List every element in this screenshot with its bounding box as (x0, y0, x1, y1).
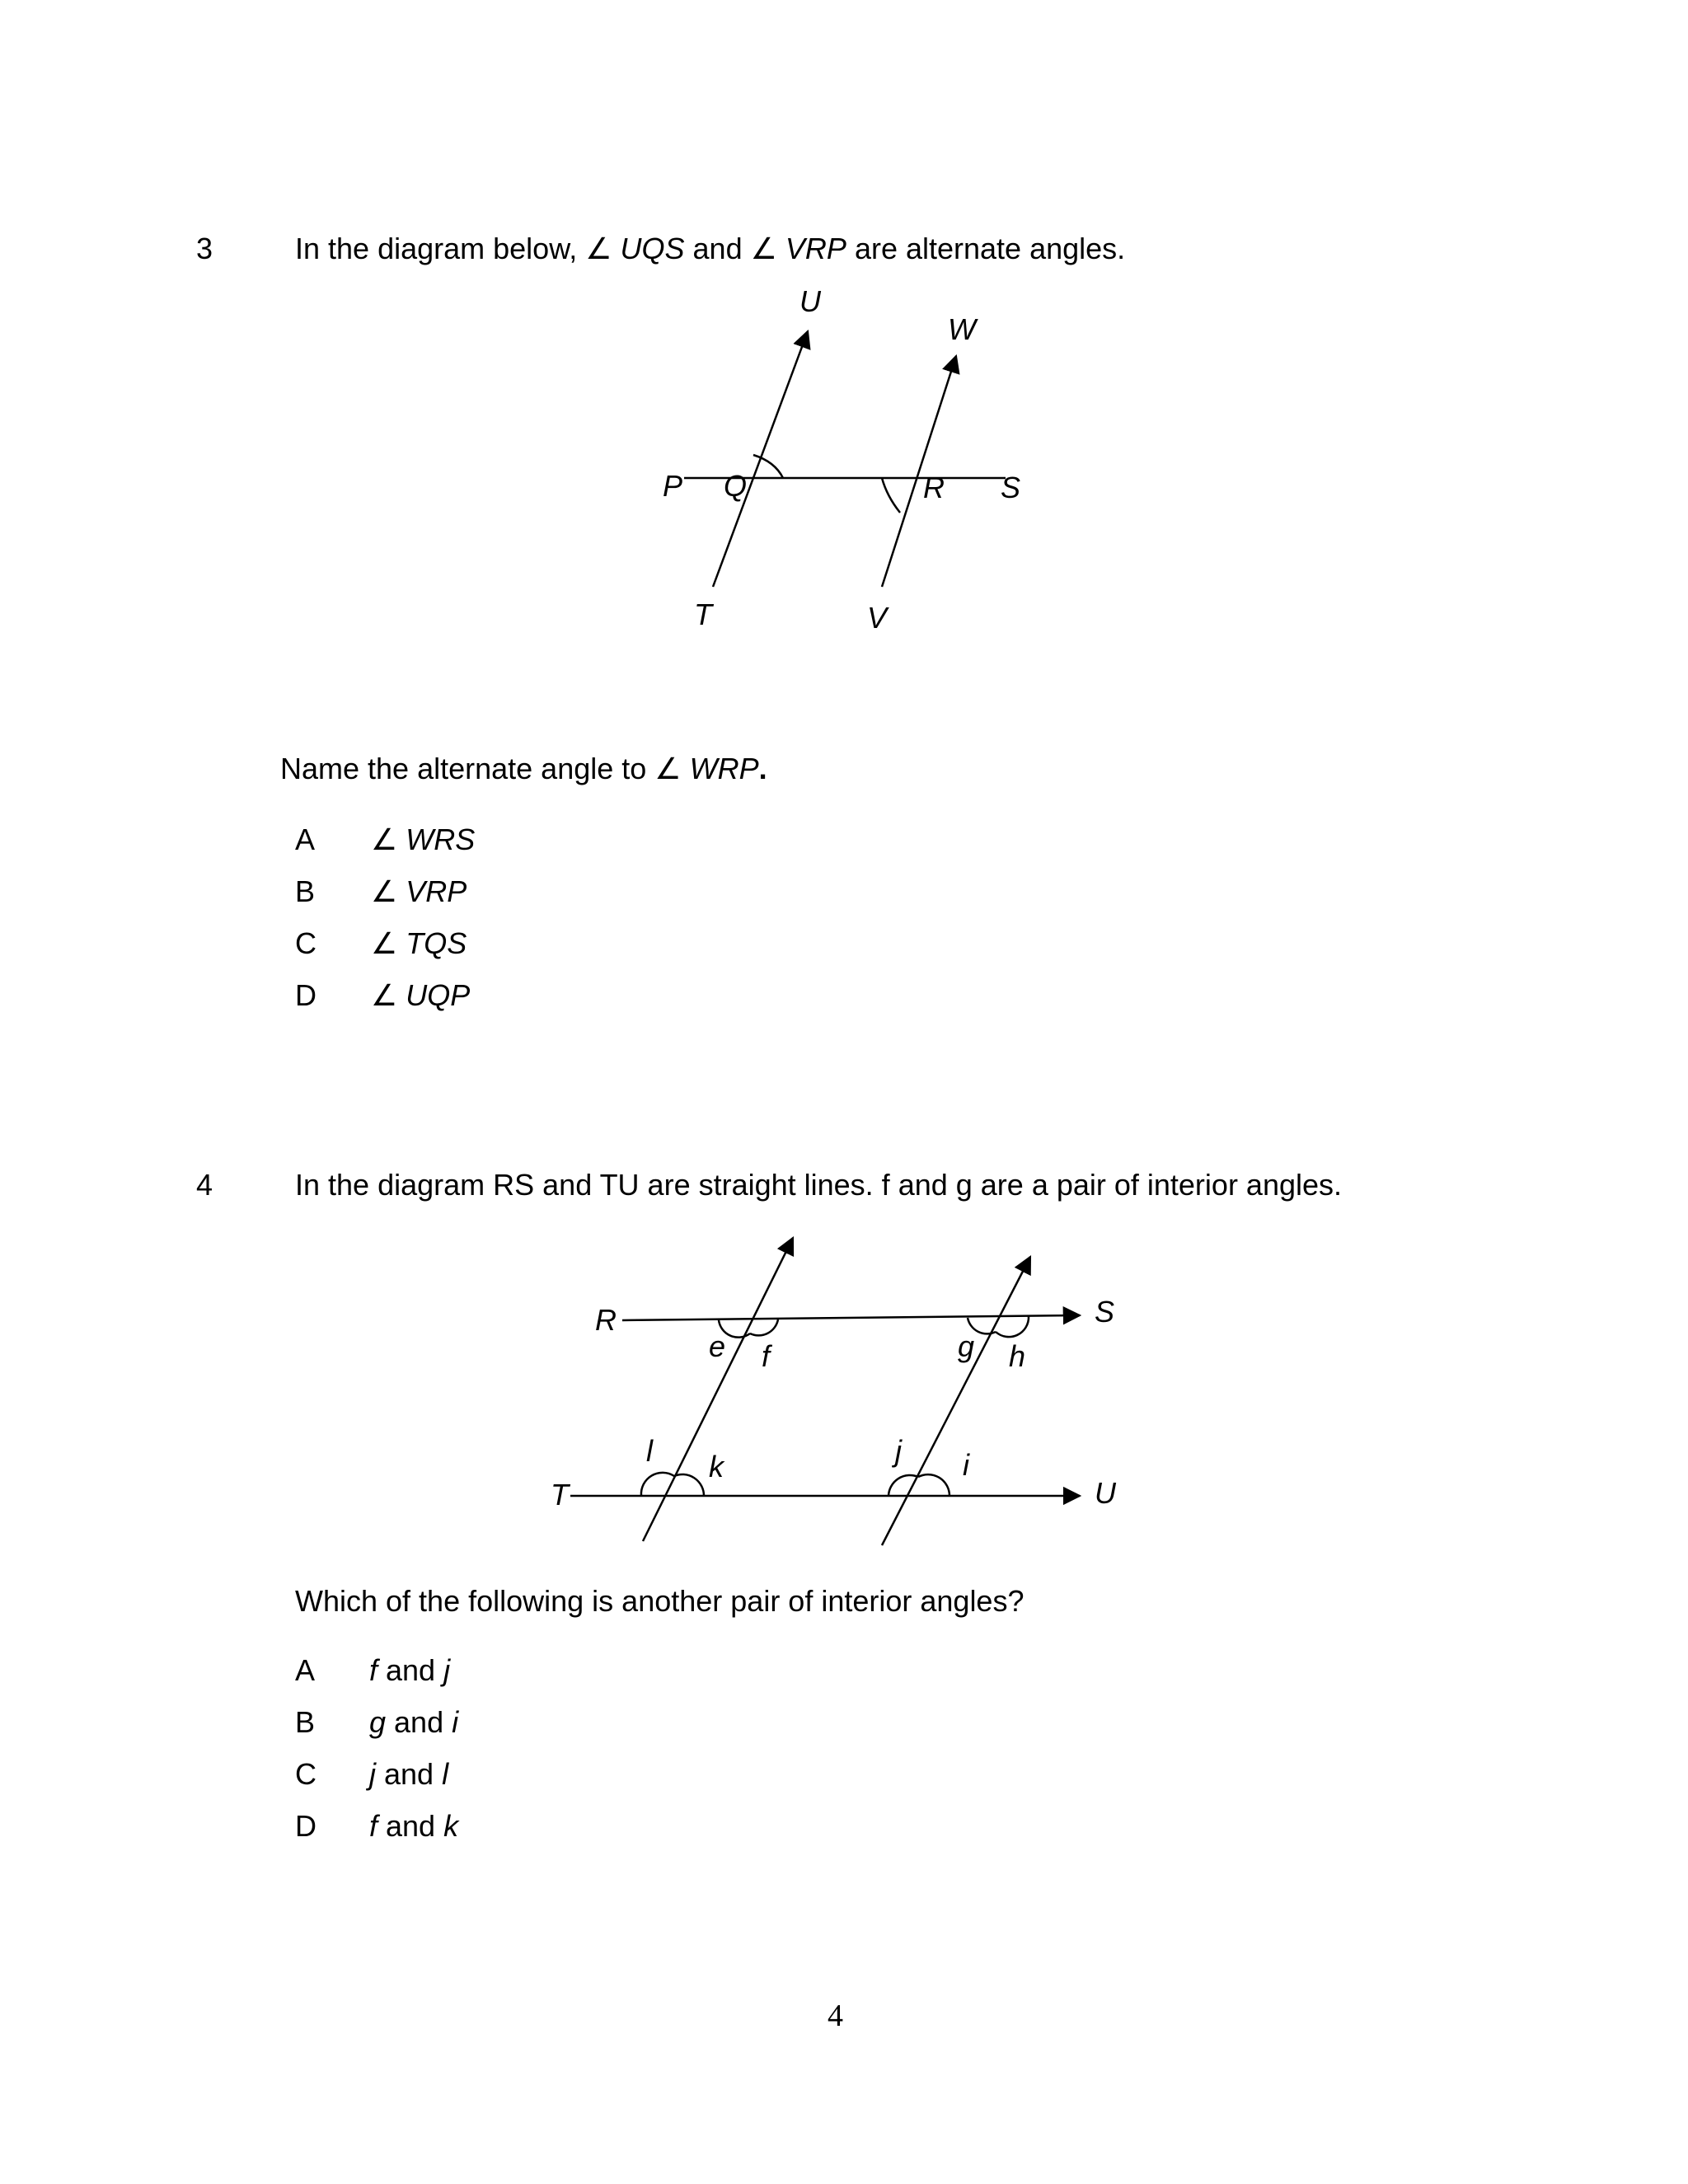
question-4-number: 4 (196, 1168, 213, 1202)
option-letter[interactable]: A (295, 1653, 316, 1687)
option-letter[interactable]: D (295, 1809, 316, 1843)
option-letter[interactable]: B (295, 1705, 316, 1739)
angle-symbol: ∠ (654, 752, 682, 785)
label-h: h (1009, 1339, 1026, 1373)
label-s: S (1001, 471, 1021, 504)
question-3-diagram (643, 280, 1071, 643)
angle-arc-vrp (882, 478, 900, 513)
label-w: W (948, 312, 976, 346)
question-3-prompt (280, 752, 767, 786)
option-c-text[interactable]: j and l (369, 1757, 449, 1791)
option-b-text[interactable]: ∠ VRP (371, 874, 467, 908)
label-q: Q (724, 469, 748, 503)
option-c-text[interactable]: ∠ TQS (371, 926, 467, 960)
label-i: i (963, 1448, 969, 1482)
transversal-right (882, 1257, 1030, 1545)
label-t: T (551, 1478, 569, 1511)
prompt-text: Name the alternate angle to (280, 752, 655, 785)
label-s: S (1095, 1295, 1115, 1329)
stem-text: and (684, 232, 751, 265)
option-letter[interactable]: D (295, 978, 316, 1012)
question-3-number: 3 (196, 232, 213, 265)
angle-arc-h (996, 1316, 1029, 1337)
line-vw (882, 356, 956, 587)
line-rs (622, 1315, 1080, 1320)
angle-arc-l (641, 1473, 674, 1496)
angle-arc-k (674, 1474, 704, 1496)
label-e: e (709, 1329, 726, 1363)
label-j: j (895, 1434, 902, 1468)
option-d-text[interactable]: f and k (369, 1809, 459, 1843)
label-p: P (663, 469, 683, 503)
label-t: T (694, 598, 712, 631)
label-u: U (799, 284, 821, 318)
label-f: f (762, 1339, 771, 1373)
option-a-text[interactable]: ∠ WRS (371, 823, 476, 856)
label-v: V (867, 601, 888, 635)
stem-text: In the diagram below, (295, 232, 586, 265)
label-l: l (646, 1434, 653, 1468)
angle-symbol: ∠ (585, 232, 612, 265)
page-number: 4 (828, 1999, 843, 2033)
line-tu (713, 331, 808, 587)
question-4-stem: In the diagram RS and TU are straight lines. f and g are a pair of interior angles. (295, 1168, 1343, 1202)
angle-name: UQS (620, 232, 685, 265)
angle-symbol: ∠ (750, 232, 777, 265)
angle-arc-f (750, 1319, 778, 1335)
option-b-text[interactable]: g and i (369, 1705, 459, 1739)
option-letter[interactable]: B (295, 874, 316, 908)
stem-text: are alternate angles. (846, 232, 1126, 265)
label-g: g (958, 1329, 975, 1363)
option-a-text[interactable]: f and j (369, 1653, 451, 1687)
angle-name: WRP (689, 752, 759, 785)
angle-arc-i (918, 1474, 950, 1496)
label-r: R (595, 1303, 617, 1337)
option-letter[interactable]: C (295, 1757, 316, 1791)
question-4-diagram (536, 1228, 1137, 1558)
question-4-prompt: Which of the following is another pair of interior angles? (295, 1584, 1025, 1618)
option-letter[interactable]: A (295, 823, 316, 856)
label-u: U (1095, 1476, 1116, 1510)
prompt-period: . (758, 752, 767, 785)
label-r: R (923, 471, 945, 504)
angle-name: VRP (785, 232, 846, 265)
option-letter[interactable]: C (295, 926, 316, 960)
option-d-text[interactable]: ∠ UQP (371, 978, 471, 1012)
question-3-stem (295, 232, 1125, 266)
label-k: k (709, 1450, 724, 1483)
